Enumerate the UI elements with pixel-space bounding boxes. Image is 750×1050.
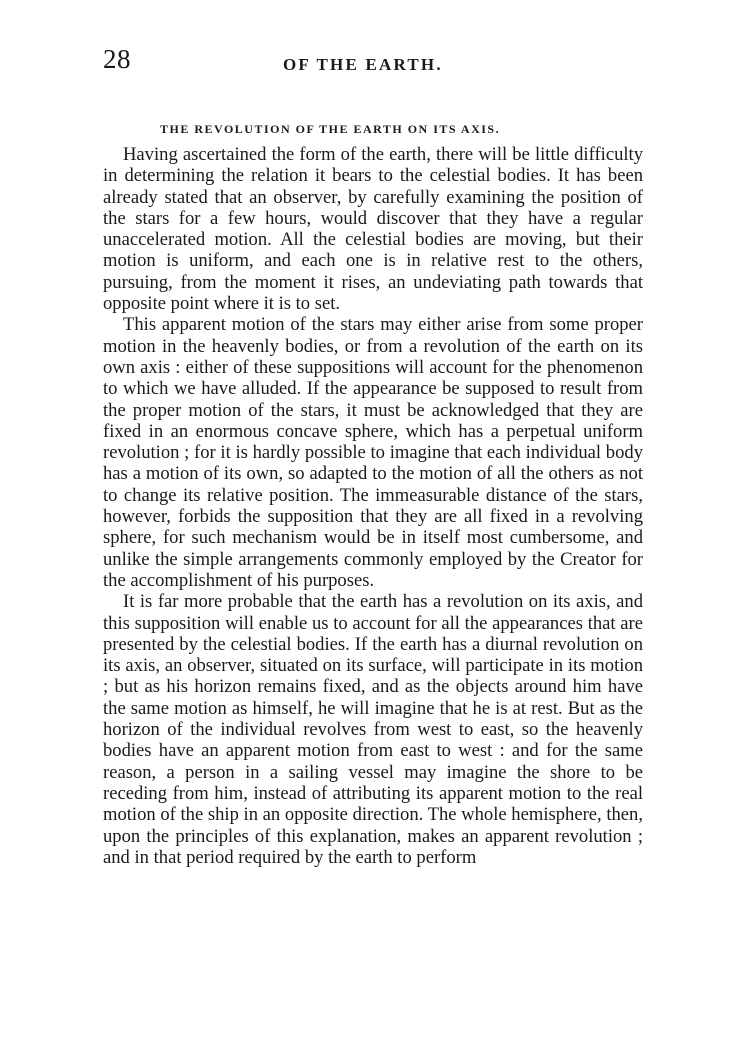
body-text (103, 144, 643, 868)
section-title: THE REVOLUTION OF THE EARTH ON ITS AXIS. (160, 122, 501, 136)
paragraph: It is far more probable that the earth has a revolution on its axis, and this supposition will enable us to account for all the appearances that are presented by the celestial bodies. If the earth has a diurnal revolution on its axis, an observer, situated on its surface, will participate in its motion ; but as his horizon remains fixed, and as the objects around him have the same motion as himself, he will imagine that he is at rest. But as the horizon of the individual revolves from west to east, so the heavenly bodies have an apparent motion from east to west : and for the same reason, a person in a sailing vessel may imagine the shore to be receding from him, instead of attributing its apparent motion to the real motion of the ship in an opposite direction. The whole hemisphere, then, upon the principles of this explanation, makes an apparent revolution ; and in that period required by the earth to perform (103, 591, 643, 868)
paragraph: This apparent motion of the stars may either arise from some proper motion in the heavenly bodies, or from a revolution of the earth on its own axis : either of these suppositions will account for the phenomenon to which we have alluded. If the appearance be supposed to result from the proper motion of the stars, it must be acknowledged that they are fixed in an enormous concave sphere, which has a perpetual uniform revolution ; for it is hardly possible to imagine that each individual body has a motion of its own, so adapted to the motion of all the others as not to change its relative position. The immeasurable distance of the stars, however, forbids the supposition that they are all fixed in a revolving sphere, for such mechanism would be in itself most cumbersome, and unlike the simple arrangements commonly employed by the Creator for the accomplishment of his purposes. (103, 314, 643, 591)
running-head: OF THE EARTH. (283, 55, 443, 74)
paragraph: Having ascertained the form of the earth, there will be little difficulty in determining the relation it bears to the celestial bodies. It has been already stated that an observer, by carefully examining the position of the stars for a few hours, would discover that they have a regular unaccelerated motion. All the celestial bodies are moving, but their motion is uniform, and each one is in relative rest to the others, pursuing, from the moment it rises, an undeviating path towards that opposite point where it is to set. (103, 144, 643, 315)
page-number: 28 (103, 44, 131, 74)
